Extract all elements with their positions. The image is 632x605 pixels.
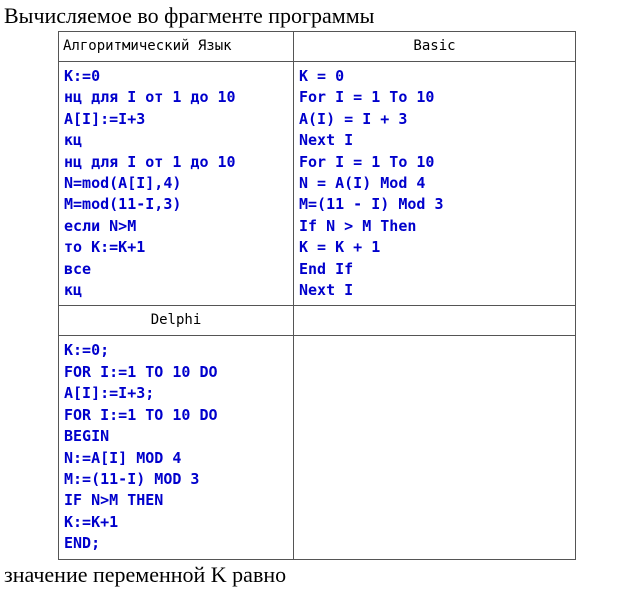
code-line: For I = 1 To 10 — [299, 88, 435, 107]
code-line: N = A(I) Mod 4 — [299, 174, 426, 193]
code-line: BEGIN — [64, 427, 110, 446]
code-line: K = 0 — [299, 67, 345, 85]
header-delphi: Delphi — [59, 306, 294, 336]
code-line: то K:=K+1 — [64, 238, 146, 257]
code-line: нц для I от 1 до 10 — [64, 152, 236, 171]
code-line: M=mod(11-I,3) — [64, 195, 182, 214]
code-line: K:=0 — [64, 67, 101, 85]
code-line: Next I — [299, 281, 354, 300]
code-line: END; — [64, 534, 101, 553]
intro-text: Вычисляемое во фрагменте программы — [4, 3, 375, 28]
header-basic: Basic — [294, 32, 576, 62]
code-line: кц — [64, 131, 83, 150]
header-row-top — [59, 32, 576, 62]
code-line: Next I — [299, 131, 354, 150]
code-line: K:=0; — [64, 341, 110, 360]
code-line: M=(11 - I) Mod 3 — [299, 195, 444, 214]
code-line: FOR I:=1 TO 10 DO — [64, 405, 218, 424]
header-empty — [294, 306, 576, 336]
code-delphi — [59, 336, 294, 559]
code-line: все — [64, 259, 92, 278]
code-line: N:=A[I] MOD 4 — [64, 448, 182, 467]
code-line: For I = 1 To 10 — [299, 152, 435, 171]
code-line: IF N>M THEN — [64, 491, 164, 510]
code-algorithmic — [59, 62, 294, 306]
header-algorithmic: Алгоритмический Язык — [59, 32, 294, 62]
code-basic — [294, 62, 576, 306]
code-line: M:=(11-I) MOD 3 — [64, 469, 200, 488]
code-line: A[I]:=I+3; — [64, 384, 155, 403]
code-line: K = K + 1 — [299, 238, 381, 257]
code-line: A(I) = I + 3 — [299, 109, 408, 128]
code-line: N=mod(A[I],4) — [64, 174, 182, 193]
code-line: K:=K+1 — [64, 512, 119, 531]
code-row-top — [59, 62, 576, 306]
code-line: A[I]:=I+3 — [64, 109, 146, 128]
code-line: кц — [64, 281, 83, 300]
outro-text: значение переменной K равно — [4, 562, 287, 587]
code-comparison-table — [58, 31, 576, 560]
code-line: End If — [299, 259, 354, 278]
code-empty — [294, 336, 576, 559]
code-line: FOR I:=1 TO 10 DO — [64, 362, 218, 381]
code-line: нц для I от 1 до 10 — [64, 88, 236, 107]
header-row-bottom — [59, 306, 576, 336]
code-line: If N > M Then — [299, 216, 417, 235]
code-line: если N>M — [64, 216, 137, 235]
code-row-bottom — [59, 336, 576, 559]
